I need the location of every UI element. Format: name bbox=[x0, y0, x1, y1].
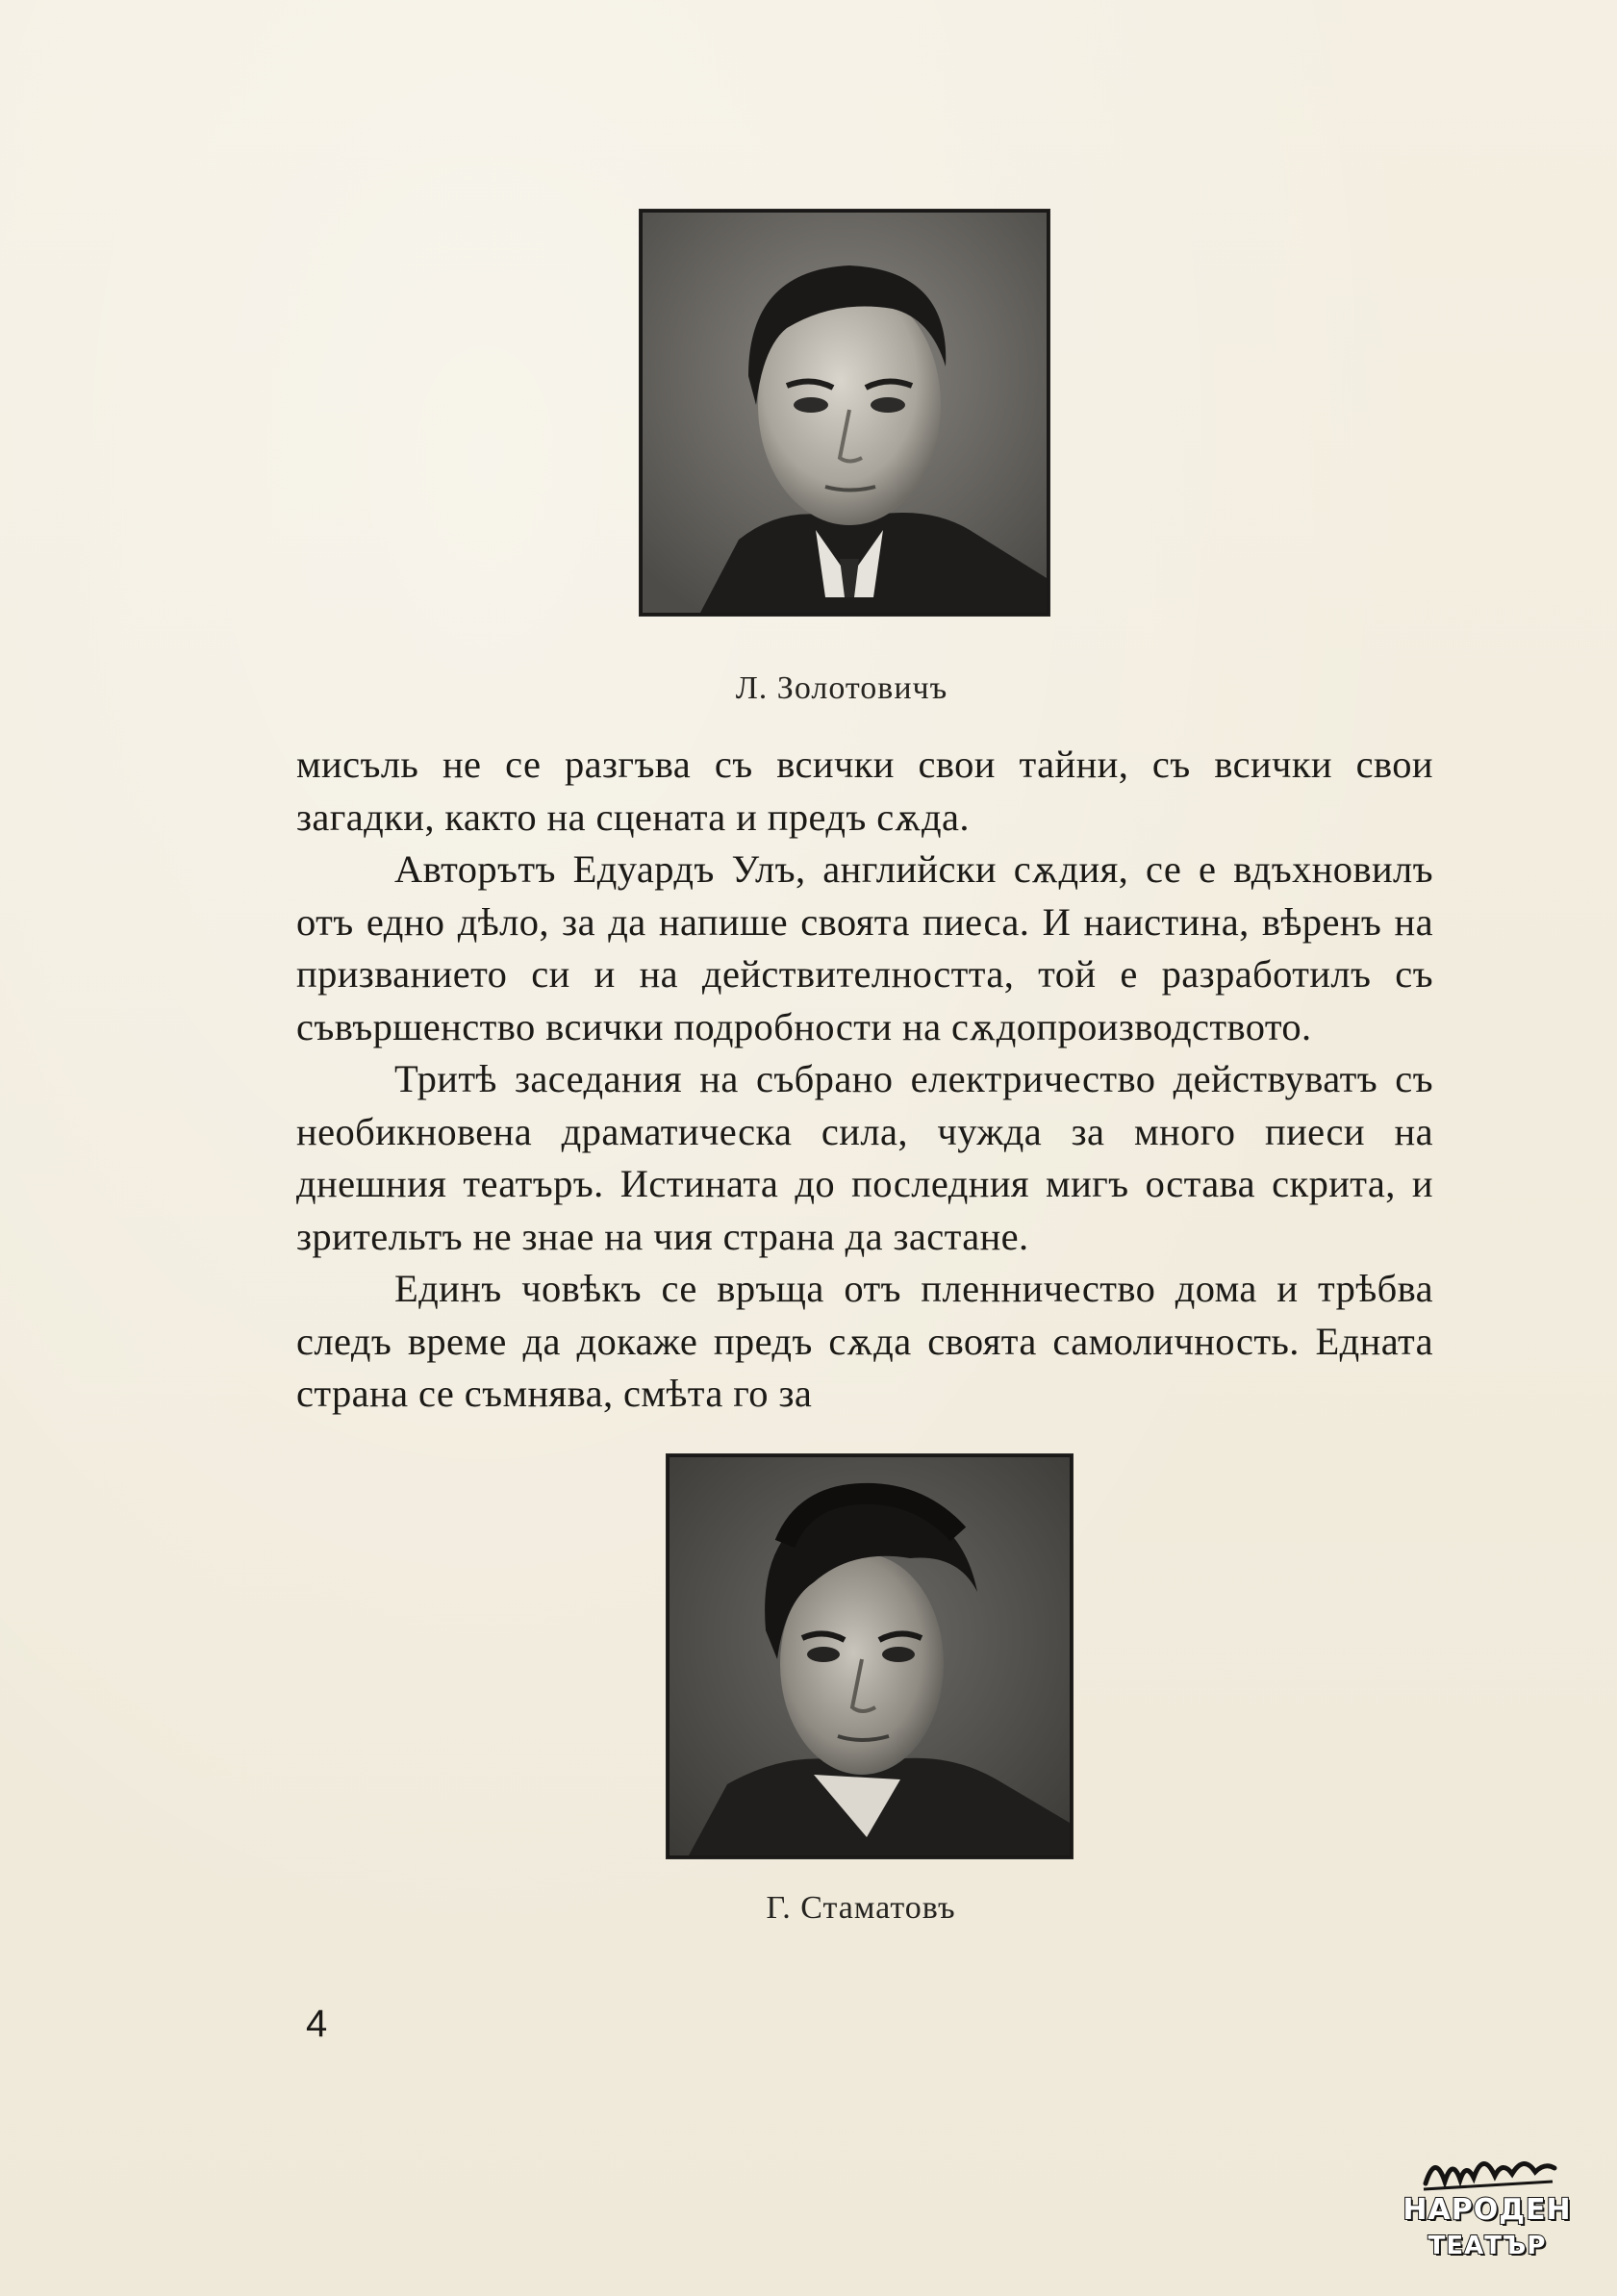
page-number: 4 bbox=[306, 2003, 328, 2045]
paragraph: Единъ човѣкъ се връща отъ пленничество дома и трѣбва следъ време да докаже предъ сѫда своята самоличность. Едната страна се съмнява, смѣта го за bbox=[296, 1267, 1433, 1415]
paragraph: Авторътъ Едуардъ Улъ, английски сѫдия, се е вдъхновилъ отъ едно дѣло, за да напише своята пиеса. И наистина, вѣренъ на призванието си и на действителността, той е разработилъ съ съвършенство всички подробности на сѫдопроизводството. bbox=[296, 847, 1433, 1048]
national-theatre-logo bbox=[1401, 2143, 1574, 2268]
logo-text-line2: ТЕАТЪР bbox=[1428, 2232, 1547, 2260]
portrait-photo-stamatov bbox=[667, 1454, 1073, 1858]
paragraph: мисъль не се разгъва съ всички свои тайни, съ всички свои загадки, както на сцената и предъ сѫда. bbox=[296, 743, 1433, 839]
photo-caption: Г. Стаматовъ bbox=[766, 1890, 956, 1926]
signature-icon bbox=[1416, 2143, 1560, 2197]
logo-text-line1: НАРОДЕН bbox=[1402, 2193, 1572, 2227]
photo-caption: Л. Золотовичъ bbox=[735, 670, 948, 706]
paragraph: Тритѣ заседания на събрано електричество действуватъ съ необикновена драматическа сила, чужда за много пиеси на днешния театъръ. Истината до последния мигъ остава скрита, и зрительтъ не знае на чия страна да застане. bbox=[296, 1057, 1433, 1258]
portrait-photo-zolotovich bbox=[640, 210, 1049, 616]
article-body bbox=[296, 739, 1433, 1421]
